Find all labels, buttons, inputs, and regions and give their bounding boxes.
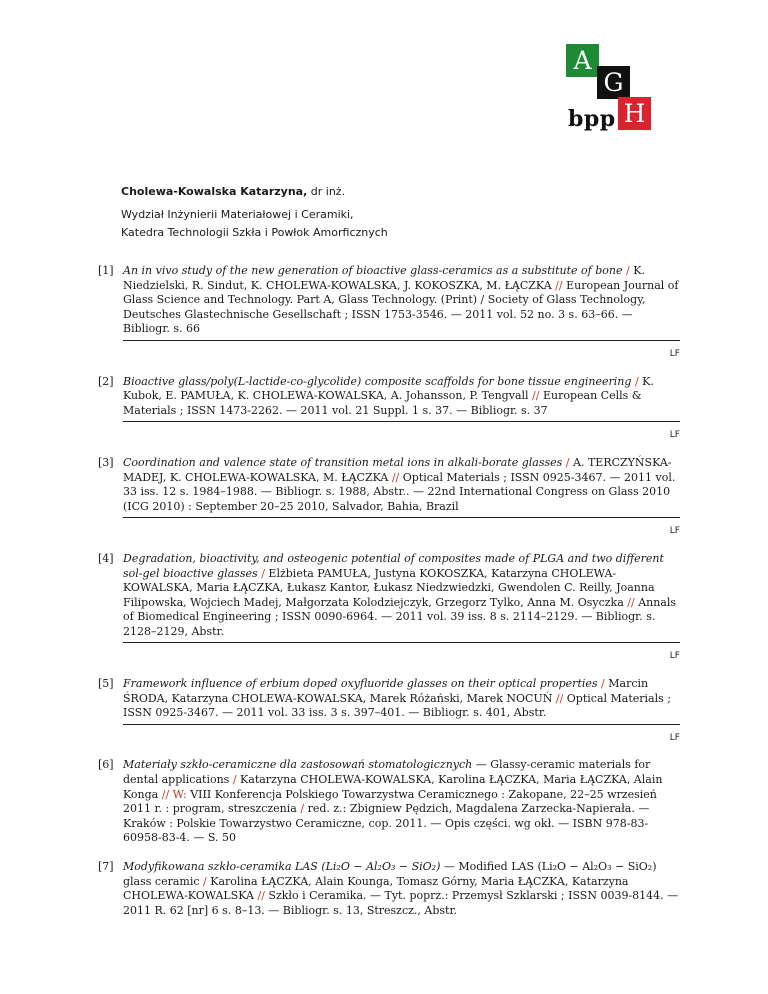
author-name: Cholewa-Kowalska Katarzyna,: [121, 185, 308, 198]
entry-source: Annals of Biomedical Engineering ; ISSN 0090-6964. — 2011 vol. 39 iss. 8 s. 2114–2129. — Bibliogr. s. 2128–2129, Abstr.: [123, 595, 677, 638]
entry-authors: A. TERCZYŃSKA-MADEJ, K. CHOLEWA-KOWALSKA, M. ŁĄCZKA: [123, 455, 672, 484]
entry-title: Modyfikowana szkło-ceramika LAS (Li₂O − Al₂O₃ − SiO₂): [123, 860, 441, 873]
entry-number: [7]: [98, 860, 114, 873]
entry-title-translation: — Glassy-ceramic materials for dental applications: [123, 758, 651, 787]
entry-authors: Katarzyna CHOLEWA-KOWALSKA, Karolina ŁĄCZKA, Maria ŁĄCZKA, Alain Konga: [123, 773, 663, 801]
entry-number: [2]: [98, 374, 114, 388]
bibliography-entry: [98, 456, 680, 539]
entry-source: European Cells & Materials ; ISSN 1473-2262. — 2011 vol. 21 Suppl. 1 s. 37. — Bibliogr. s. 37: [123, 389, 642, 417]
bibliography-entry: [98, 264, 680, 362]
entry-title-translation: — Modified LAS (Li₂O − Al₂O₃ − SiO₂) glass ceramic: [123, 860, 657, 888]
entry-tag: LF: [669, 732, 680, 743]
bibliography-entry: [98, 758, 680, 846]
logo-letter-a: A: [566, 44, 599, 77]
entry-text: Degradation, bioactivity, and osteogenic potential of composites made of PLGA and two different sol-gel bioactive glasses / Elżbieta PAMUŁA, Justyna KOKOSZKA, Katarzyna CHOLEWA-KOWALSKA, Maria ŁĄCZKA, Łukasz Kantor, Łukasz Niedzwiedzki, Gwendolen C. Reilly, Joanna Filipowska, Wojciech Madej, Małgorzata Kolodziejczyk, Grzegorz Tylko, Anna M. Osyczka // Annals of Biomedical Engineering ; ISSN 0090-6964. — 2011 vol. 39 iss. 8 s. 2114–2129. — Bibliogr. s. 2128–2129, Abstr.: [123, 551, 677, 638]
entry-editors: red. z.: Zbigniew Pędzich, Magdalena Zarzecka-Napierała. — Kraków : Polskie Towarzystwo Ceramiczne, cop. 2011. — Opis części. wg okł. — ISBN 978-83-60958-83-4. — S. 50: [123, 802, 650, 845]
entry-authors: Marcin ŚRODA, Katarzyna CHOLEWA-KOWALSKA, Marek Różański, Marek NOCUŃ: [123, 677, 649, 705]
bibliography-entry: [98, 677, 680, 745]
bibliography-entry: [98, 552, 680, 664]
logo-text-bpp: bpp: [568, 106, 616, 132]
entry-source: Optical Materials ; ISSN 0925-3467. — 2011 vol. 33 iss. 3 s. 397–401. — Bibliogr. s. 401, Abstr.: [123, 691, 671, 720]
bibliography-list: [98, 264, 680, 918]
author-header: [121, 183, 681, 242]
entry-authors: Elżbieta PAMUŁA, Justyna KOKOSZKA, Katarzyna CHOLEWA-KOWALSKA, Maria ŁĄCZKA, Łukasz Kantor, Łukasz Niedzwiedzki, Gwendolen C. Reilly, Joanna Filipowska, Wojciech Madej, Małgorzata Kolodziejczyk, Grzegorz Tylko, Anna M. Osyczka: [123, 566, 655, 609]
entry-text: Framework influence of erbium doped oxyfluoride glasses on their optical properties / Marcin ŚRODA, Katarzyna CHOLEWA-KOWALSKA, Marek Różański, Marek NOCUŃ // Optical Materials ; ISSN 0925-3467. — 2011 vol. 33 iss. 3 s. 397–401. — Bibliogr. s. 401, Abstr.: [123, 677, 671, 720]
entry-tag: LF: [669, 526, 680, 537]
agh-logo: [566, 44, 678, 136]
entry-divider: [123, 642, 680, 643]
entry-authors: K. Niedzielski, R. Sindut, K. CHOLEWA-KOWALSKA, J. KOKOSZKA, M. ŁĄCZKA: [123, 264, 645, 292]
entry-number: [5]: [98, 677, 114, 691]
entry-title: Materiały szkło-ceramiczne dla zastosowań stomatologicznych: [123, 758, 473, 772]
entry-tag: LF: [669, 651, 680, 662]
entry-authors: K. Kubok, E. PAMUŁA, K. CHOLEWA-KOWALSKA, A. Johansson, P. Tengvall: [123, 374, 654, 403]
entry-number: [1]: [98, 264, 114, 277]
entry-title: An in vivo study of the new generation of bioactive glass-ceramics as a substitute of bone: [123, 264, 623, 277]
entry-number: [3]: [98, 455, 114, 469]
entry-source: Optical Materials ; ISSN 0925-3467. — 2011 vol. 33 iss. 12 s. 1984–1988. — Bibliogr. s. 1988, Abstr.. — 22nd International Congress on Glass 2010 (ICG 2010) : September 20–25 2010, Salvador, Bahia, Brazil: [123, 470, 676, 513]
entry-tag: LF: [669, 430, 680, 441]
logo-letter-h: H: [618, 97, 651, 130]
entry-title: Framework influence of erbium doped oxyfluoride glasses on their optical properties: [123, 677, 598, 691]
entry-number: [4]: [98, 551, 114, 565]
entry-source: VIII Konferencja Polskiego Towarzystwa Ceramicznego : Zakopane, 22–25 wrzesień 2011 r. : program, streszczenia: [123, 787, 657, 816]
entry-text: Bioactive glass/poly(L-lactide-co-glycolide) composite scaffolds for bone tissue engineering / K. Kubok, E. PAMUŁA, K. CHOLEWA-KOWALSKA, A. Johansson, P. Tengvall // European Cells & Materials ; ISSN 1473-2262. — 2011 vol. 21 Suppl. 1 s. 37. — Bibliogr. s. 37: [123, 374, 654, 417]
entry-authors: Karolina ŁĄCZKA, Alain Kounga, Tomasz Górny, Maria ŁĄCZKA, Katarzyna CHOLEWA-KOWALSKA: [123, 874, 629, 903]
entry-divider: [123, 724, 680, 725]
author-title: dr inż.: [307, 185, 346, 198]
bibliography-entry: [98, 375, 680, 443]
entry-divider: [123, 517, 680, 518]
entry-text: Materiały szkło-ceramiczne dla zastosowań stomatologicznych — Glassy-ceramic materials for dental applications / Katarzyna CHOLEWA-KOWALSKA, Karolina ŁĄCZKA, Maria ŁĄCZKA, Alain Konga // W: VIII Konferencja Polskiego Towarzystwa Ceramicznego : Zakopane, 22–25 wrzesień 2011 r. : program, streszczenia / red. z.: Zbigniew Pędzich, Magdalena Zarzecka-Napierała. — Kraków : Polskie Towarzystwo Ceramiczne, cop. 2011. — Opis części. wg okł. — ISBN 978-83-60958-83-4. — S. 50: [123, 758, 663, 845]
faculty-name: Wydział Inżynierii Materiałowej i Ceramiki,: [121, 208, 354, 221]
entry-source: Szkło i Ceramika. — Tyt. poprz.: Przemysł Szklarski ; ISSN 0039-8144. — 2011 R. 62 [nr] 6 s. 8–13. — Bibliogr. s. 13, Streszcz., Abstr.: [123, 889, 679, 917]
entry-title: Bioactive glass/poly(L-lactide-co-glycolide) composite scaffolds for bone tissue engineering: [123, 374, 632, 388]
department-name: Katedra Technologii Szkła i Powłok Amorficznych: [121, 226, 388, 239]
entry-in-label: W:: [172, 787, 187, 801]
entry-number: [6]: [98, 758, 114, 772]
entry-divider: [123, 421, 680, 422]
entry-text: Coordination and valence state of transition metal ions in alkali-borate glasses / A. TERCZYŃSKA-MADEJ, K. CHOLEWA-KOWALSKA, M. ŁĄCZKA // Optical Materials ; ISSN 0925-3467. — 2011 vol. 33 iss. 12 s. 1984–1988. — Bibliogr. s. 1988, Abstr.. — 22nd International Congress on Glass 2010 (ICG 2010) : September 20–25 2010, Salvador, Bahia, Brazil: [123, 455, 676, 513]
entry-title: Degradation, bioactivity, and osteogenic potential of composites made of PLGA and two different sol-gel bioactive glasses: [123, 551, 664, 580]
entry-source: European Journal of Glass Science and Technology. Part A, Glass Technology. (Print) / Society of Glass Technology, Deutsches Glastechnische Gesellschaft ; ISSN 1753-3546. — 2011 vol. 52 no. 3 s. 63–66. — Bibliogr. s. 66: [123, 278, 679, 336]
entry-title: Coordination and valence state of transition metal ions in alkali-borate glasses: [123, 455, 563, 469]
entry-text: An in vivo study of the new generation of bioactive glass-ceramics as a substitute of bone / K. Niedzielski, R. Sindut, K. CHOLEWA-KOWALSKA, J. KOKOSZKA, M. ŁĄCZKA // European Journal of Glass Science and Technology. Part A, Glass Technology. (Print) / Society of Glass Technology, Deutsches Glastechnische Gesellschaft ; ISSN 1753-3546. — 2011 vol. 52 no. 3 s. 63–66. — Bibliogr. s. 66: [123, 264, 679, 336]
entry-text: Modyfikowana szkło-ceramika LAS (Li₂O − Al₂O₃ − SiO₂) — Modified LAS (Li₂O − Al₂O₃ − SiO₂) glass ceramic / Karolina ŁĄCZKA, Alain Kounga, Tomasz Górny, Maria ŁĄCZKA, Katarzyna CHOLEWA-KOWALSKA // Szkło i Ceramika. — Tyt. poprz.: Przemysł Szklarski ; ISSN 0039-8144. — 2011 R. 62 [nr] 6 s. 8–13. — Bibliogr. s. 13, Streszcz., Abstr.: [123, 860, 679, 917]
logo-letter-g: G: [597, 66, 630, 99]
bibliography-entry: [98, 860, 680, 918]
entry-divider: [123, 340, 680, 341]
entry-tag: LF: [669, 348, 680, 359]
author-line: [121, 183, 681, 201]
